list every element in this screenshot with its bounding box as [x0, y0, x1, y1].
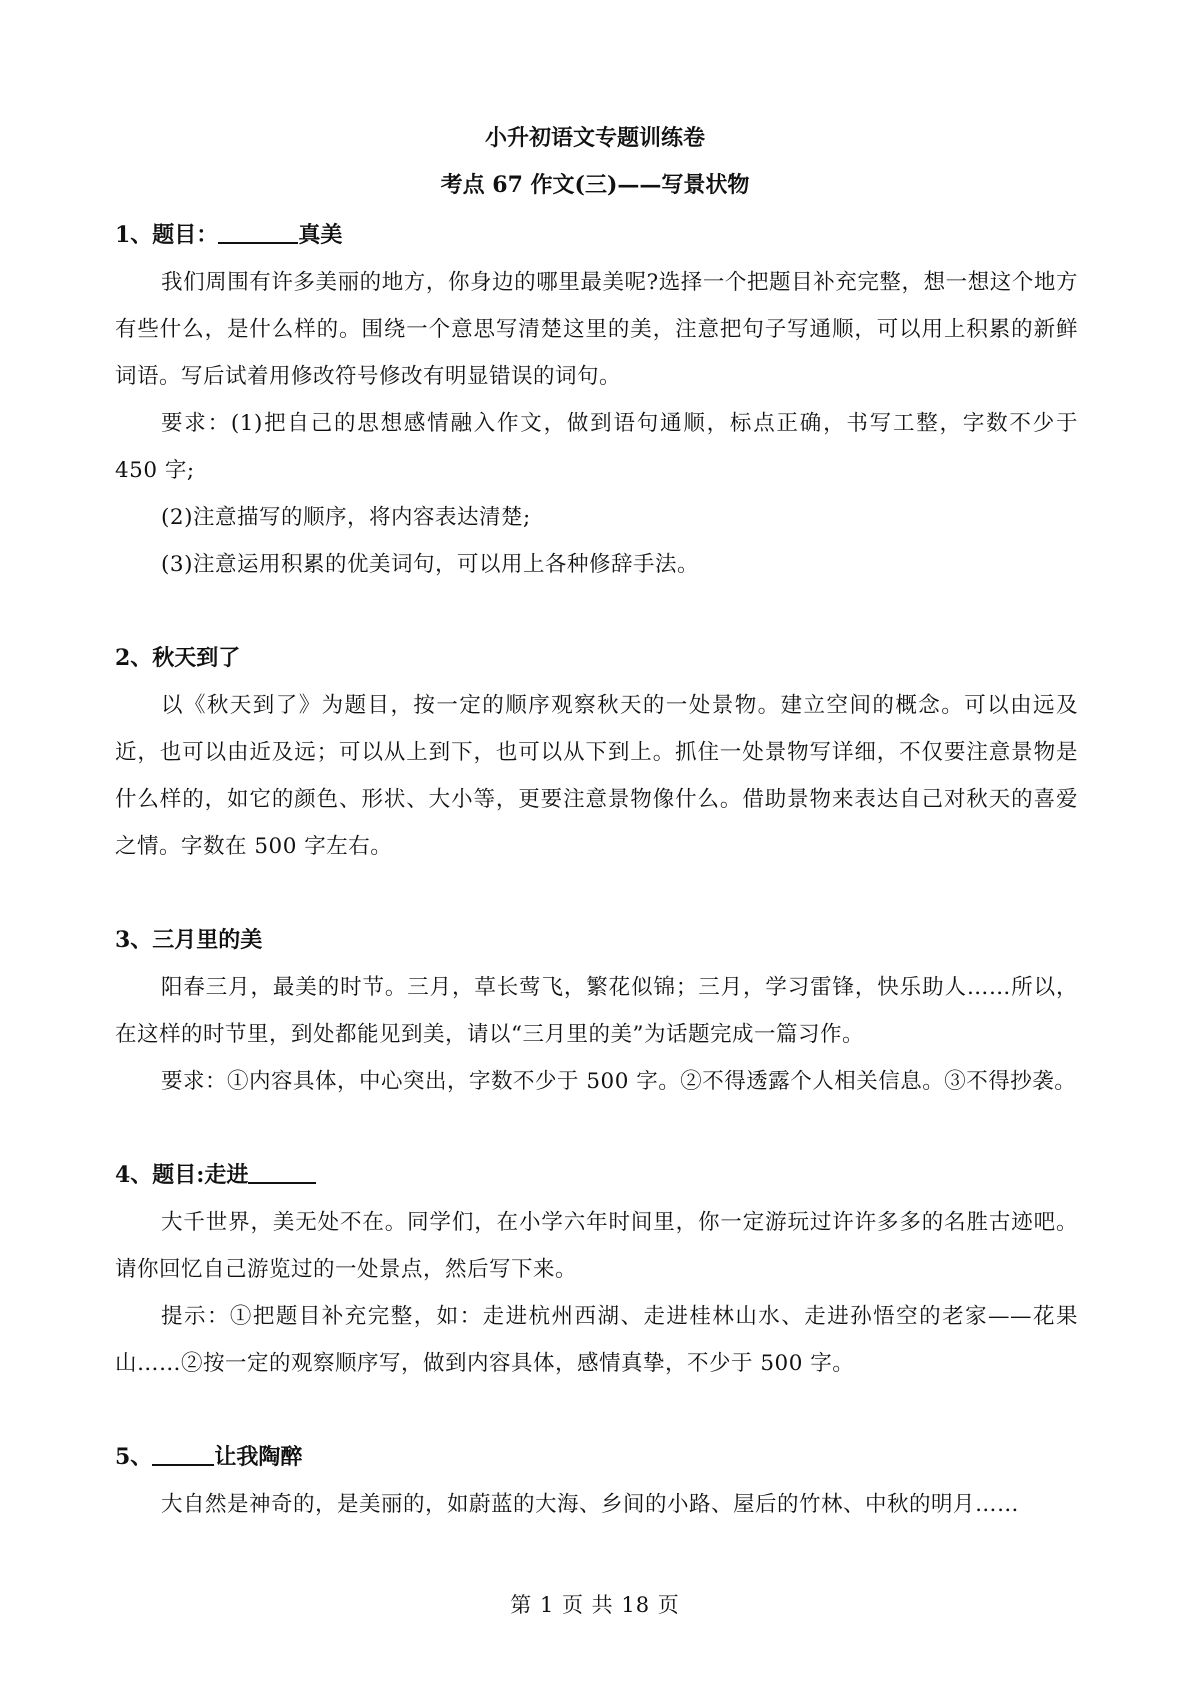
- question-4-blank: [248, 1158, 316, 1184]
- question-2-title: 2、秋天到了: [115, 645, 241, 671]
- section-gap: [115, 870, 1078, 917]
- section-gap: [115, 1105, 1078, 1152]
- question-4-title-prefix: 4、题目:走进: [115, 1162, 249, 1188]
- question-1-paragraph-3: (2)注意描写的顺序，将内容表达清楚;: [161, 505, 531, 530]
- question-5-blank: [152, 1440, 214, 1466]
- page-number-footer: 第 1 页 共 18 页: [510, 1593, 680, 1617]
- document-title: 小升初语文专题训练卷: [484, 125, 705, 151]
- question-5-title: [115, 1434, 1078, 1481]
- question-4-paragraph-1: 大千世界，美无处不在。同学们，在小学六年时间里，你一定游玩过许许多多的名胜古迹吧。请你回忆自己游览过的一处景点，然后写下来。: [115, 1210, 1078, 1282]
- question-1-title: [115, 212, 1078, 259]
- document-body: [115, 212, 1078, 1528]
- question-5-title-prefix: 5、: [115, 1444, 153, 1470]
- section-gap: [115, 1387, 1078, 1434]
- section-gap: [115, 588, 1078, 635]
- question-1-paragraph-2: 要求：(1)把自己的思想感情融入作文，做到语句通顺，标点正确，书写工整，字数不少于 450 字;: [115, 411, 1078, 483]
- question-3-title: 3、三月里的美: [115, 927, 263, 953]
- document-subtitle: 考点 67 作文(三)——写景状物: [440, 172, 750, 198]
- question-2-paragraph-1: 以《秋天到了》为题目，按一定的顺序观察秋天的一处景物。建立空间的概念。可以由远及近，也可以由近及远；可以从上到下，也可以从下到上。抓住一处景物写详细，不仅要注意景物是什么样的，如它的颜色、形状、大小等，更要注意景物像什么。借助景物来表达自己对秋天的喜爱之情。字数在 500 字左右。: [115, 693, 1078, 859]
- question-5-title-suffix: 让我陶醉: [214, 1444, 303, 1470]
- question-1-blank: [218, 218, 298, 244]
- question-1-title-prefix: 1、题目：: [115, 222, 219, 248]
- question-1-title-suffix: 真美: [298, 222, 343, 248]
- question-1-paragraph-4: (3)注意运用积累的优美词句，可以用上各种修辞手法。: [161, 552, 699, 577]
- question-4-paragraph-2: 提示：①把题目补充完整，如：走进杭州西湖、走进桂林山水、走进孙悟空的老家——花果山……②按一定的观察顺序写，做到内容具体，感情真挚，不少于 500 字。: [115, 1304, 1078, 1376]
- question-5-paragraph-1: 大自然是神奇的，是美丽的，如蔚蓝的大海、乡间的小路、屋后的竹林、中秋的明月……: [161, 1492, 1020, 1517]
- question-3-paragraph-2: 要求：①内容具体，中心突出，字数不少于 500 字。②不得透露个人相关信息。③不得抄袭。: [161, 1069, 1077, 1094]
- question-1-paragraph-1: 我们周围有许多美丽的地方，你身边的哪里最美呢?选择一个把题目补充完整，想一想这个地方有些什么，是什么样的。围绕一个意思写清楚这里的美，注意把句子写通顺，可以用上积累的新鲜词语。写后试着用修改符号修改有明显错误的词句。: [115, 270, 1078, 389]
- question-4-title: [115, 1152, 1078, 1199]
- question-3-paragraph-1: 阳春三月，最美的时节。三月，草长莺飞，繁花似锦；三月，学习雷锋，快乐助人……所以，在这样的时节里，到处都能见到美，请以“三月里的美”为话题完成一篇习作。: [115, 975, 1078, 1047]
